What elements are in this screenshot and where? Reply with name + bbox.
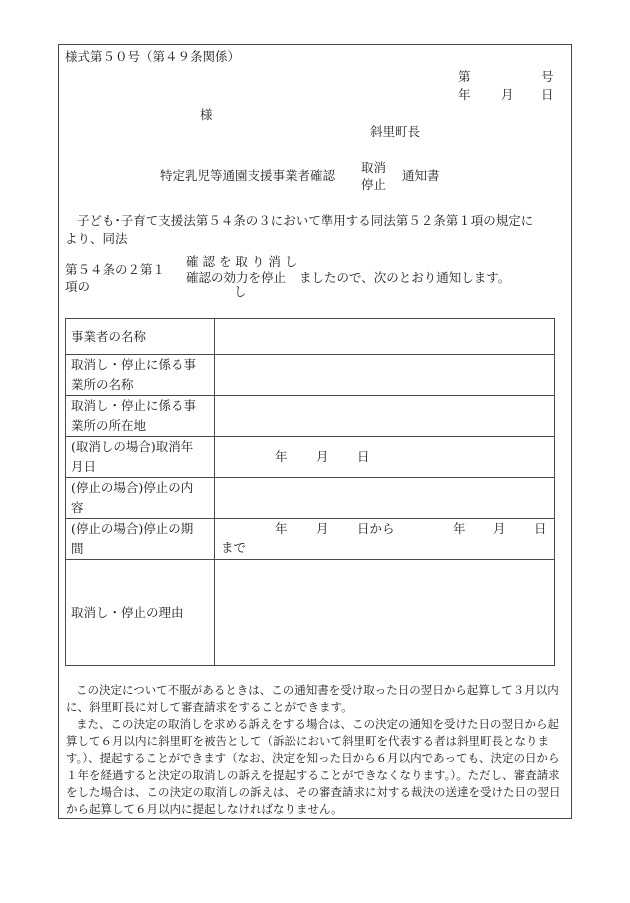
table-row [66, 355, 555, 396]
table-row [66, 437, 555, 478]
office-address-field[interactable] [215, 396, 555, 437]
clause-option-cancel: 確 認 を 取 り 消 し [186, 254, 298, 269]
clause-option-suspend-tail: し [234, 284, 247, 299]
row-label-suspension-content: (停止の場合)停止の内 容 [66, 478, 215, 519]
title-option-cancel: 取消 [361, 160, 387, 175]
office-name-field[interactable] [215, 355, 555, 396]
date-day-label: 日 [541, 87, 554, 102]
doc-number-suffix: 号 [541, 69, 554, 84]
suspension-content-field[interactable] [215, 478, 555, 519]
business-name-field[interactable] [215, 319, 555, 355]
title-suffix: 通知書 [402, 168, 440, 183]
row-label-cancel-date: (取消しの場合)取消年 月日 [66, 437, 215, 478]
form-number: 様式第５０号（第４９条関係） [65, 49, 241, 64]
notification-details-table [65, 318, 555, 666]
appeal-notice: この決定について不服があるときは、この通知書を受け取った日の翌日から起算して３月以内 に、斜里町長に対して審査請求をすることができます。 また、この決定の取消しを求める訴えをする場合は、この決定の通知を受けた日の翌日から起 算して６月以内に斜里町を被告として（訴訟において斜里町を代表する者は斜里町長となりま す。）、提起することができます（なお、決定を知った日から６月以内であっても、決定の日から １年を経過すると決定の取消しの訴えを提起することができなくなります。）。ただし、審査請求 をした場合は、この決定の取消しの訴えは、その審査請求に対する裁決の送達を受けた日の翌日 から起算して６月以内に提起しなければなりません。 [66, 683, 561, 816]
clause-right: ましたので、次のとおり通知します。 [299, 270, 511, 285]
addressee-honorific: 様 [200, 107, 213, 122]
issuer-name: 斜里町長 [370, 124, 421, 139]
row-label-business-name: 事業者の名称 [66, 319, 215, 355]
doc-number-prefix: 第 [458, 69, 471, 84]
table-row [66, 319, 555, 355]
table-row [66, 396, 555, 437]
row-label-office-name: 取消し・停止に係る事 業所の名称 [66, 355, 215, 396]
date-year-label: 年 [458, 87, 471, 102]
table-row [66, 519, 555, 560]
table-row [66, 478, 555, 519]
cancel-date-field[interactable]: 年 月 日 [215, 437, 555, 478]
clause-option-suspend: 確認の効力を停止 [186, 270, 287, 285]
title-prefix: 特定乳児等通園支援事業者確認 [160, 168, 336, 183]
row-label-office-address: 取消し・停止に係る事 業所の所在地 [66, 396, 215, 437]
intro-line-2: より、同法 [65, 231, 128, 246]
intro-line-1: 子ども･子育て支援法第５４条の３において準用する同法第５２条第１項の規定に [77, 213, 534, 228]
row-label-suspension-period: (停止の場合)停止の期 間 [66, 519, 215, 560]
row-label-reason: 取消し・停止の理由 [66, 560, 215, 666]
suspension-period-field[interactable]: 年 月 日から 年 月 日 まで [215, 519, 555, 560]
title-option-suspend: 停止 [361, 177, 387, 192]
table-row [66, 560, 555, 666]
clause-left-line-2: 項の [65, 279, 91, 294]
clause-left-line-1: 第５４条の２第１ [65, 262, 166, 277]
date-month-label: 月 [501, 87, 514, 102]
reason-field[interactable] [215, 560, 555, 666]
